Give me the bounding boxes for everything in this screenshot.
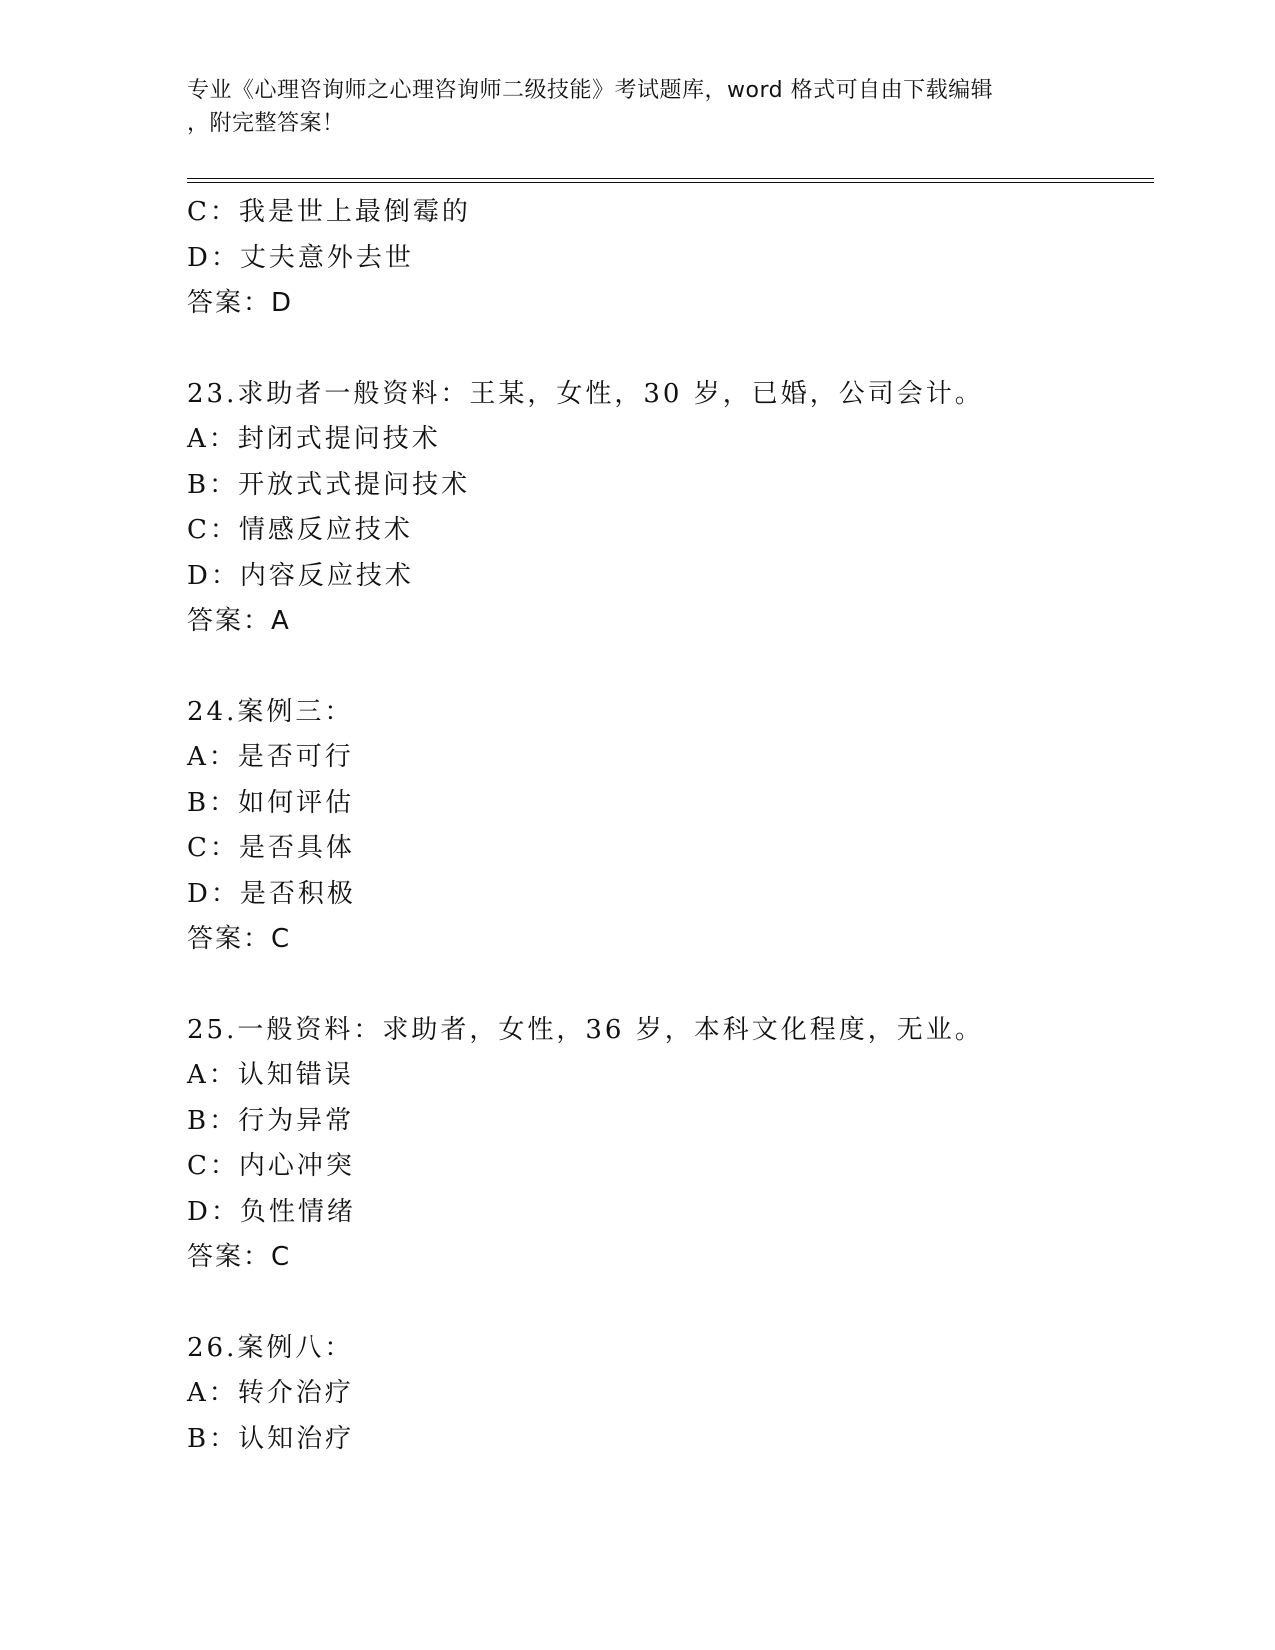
- option-a: A：封闭式提问技术: [187, 424, 441, 454]
- question-stem: 24.案例三：: [187, 696, 354, 727]
- option-b: B：认知治疗: [187, 1423, 355, 1454]
- option-a: A：转介治疗: [187, 1378, 354, 1408]
- question-25: [187, 1008, 1147, 1281]
- question-stem: 26.案例八：: [187, 1332, 354, 1363]
- option-c: C：内心冲突: [187, 1151, 355, 1181]
- option-b: B：如何评估: [187, 787, 355, 818]
- option-d: D：是否积极: [187, 878, 356, 909]
- question-26: [187, 1326, 1147, 1463]
- option-c: C：情感反应技术: [187, 515, 413, 545]
- question-24: [187, 690, 1147, 963]
- question-list: [187, 190, 1147, 1462]
- option-c: C：我是世上最倒霉的: [187, 197, 471, 227]
- option-b: B：行为异常: [187, 1105, 355, 1136]
- question-23: [187, 372, 1147, 645]
- answer-line: 答案：D: [187, 288, 294, 318]
- header-line-2: ，附完整答案！: [187, 111, 345, 136]
- option-a: A：认知错误: [187, 1060, 354, 1090]
- option-d: D：丈夫意外去世: [187, 242, 414, 273]
- option-a: A：是否可行: [187, 742, 354, 772]
- document-page: [187, 0, 1167, 1650]
- previous-question-tail: [187, 190, 1147, 327]
- answer-line: 答案：C: [187, 924, 292, 954]
- header-rule-bottom: [187, 182, 1154, 183]
- option-d: D：负性情绪: [187, 1196, 356, 1227]
- question-stem: 25.一般资料：求助者，女性，36 岁，本科文化程度，无业。: [187, 1014, 984, 1045]
- header-rule-top: [187, 178, 1154, 179]
- option-c: C：是否具体: [187, 833, 355, 863]
- answer-line: 答案：A: [187, 606, 291, 636]
- header-line-1: 专业《心理咨询师之心理咨询师二级技能》考试题库，word 格式可自由下载编辑: [187, 78, 994, 103]
- document-header: [187, 74, 1087, 140]
- answer-line: 答案：C: [187, 1242, 292, 1272]
- option-d: D：内容反应技术: [187, 560, 414, 591]
- question-stem: 23.求助者一般资料：王某，女性，30 岁，已婚，公司会计。: [187, 378, 984, 409]
- option-b: B：开放式式提问技术: [187, 469, 471, 500]
